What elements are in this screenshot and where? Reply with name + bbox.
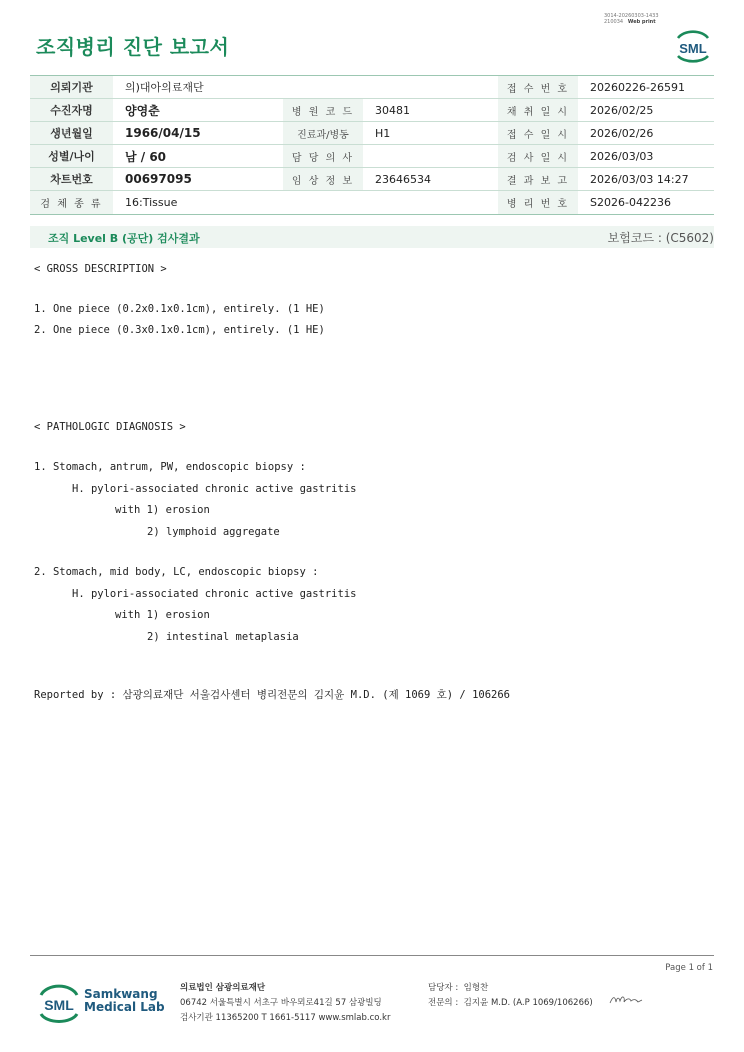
table-row xyxy=(30,145,714,168)
staff-row xyxy=(428,981,593,996)
brand-line2: Medical Lab xyxy=(84,1000,165,1014)
table-row xyxy=(30,122,714,145)
footer-sml-logo-text: SML xyxy=(44,997,74,1013)
diagnosis-finding: H. pylori-associated chronic active gastritis xyxy=(72,588,357,600)
footer-brand xyxy=(84,988,165,1014)
value-result-report: 2026/03/03 14:27 xyxy=(578,168,714,191)
label-department: 진료과/병동 xyxy=(283,122,363,145)
table-row xyxy=(30,191,714,215)
footer-sml-logo xyxy=(36,980,82,1026)
gross-heading: < GROSS DESCRIPTION > xyxy=(34,263,167,275)
sml-logo xyxy=(672,25,714,65)
label-specimen-type: 검 체 종 류 xyxy=(30,191,113,215)
specialist-row xyxy=(428,996,593,1011)
label-patient-name: 수진자명 xyxy=(30,99,113,122)
section-title: 조직 Level B (공단) 검사결과 xyxy=(48,232,200,245)
diagnosis-heading: < PATHOLOGIC DIAGNOSIS > xyxy=(34,421,186,433)
table-row xyxy=(30,76,714,99)
label-birth-date: 생년월일 xyxy=(30,122,113,145)
label-pathology-number: 병 리 번 호 xyxy=(498,191,578,215)
organization-address: 06742 서울특별시 서초구 바우뫼로41길 57 삼광빌딩 xyxy=(180,998,382,1008)
gross-line: 2. One piece (0.3x0.1x0.1cm), entirely. (1 HE) xyxy=(34,324,325,336)
organization-name: 의료법인 삼광의료재단 xyxy=(180,983,266,993)
organization-contact: 검사기관 11365200 T 1661-5117 www.smlab.co.kr xyxy=(180,1013,391,1023)
diagnosis-finding: H. pylori-associated chronic active gastritis xyxy=(72,483,357,495)
value-hospital-code: 30481 xyxy=(363,99,498,122)
value-attending-doctor xyxy=(363,145,498,168)
patient-info-table xyxy=(30,75,714,215)
label-hospital-code: 병 원 코 드 xyxy=(283,99,363,122)
diagnosis-detail: 2) lymphoid aggregate xyxy=(147,526,280,538)
label-collection-date: 채 취 일 시 xyxy=(498,99,578,122)
label-clinical-info: 임 상 정 보 xyxy=(283,168,363,191)
sml-logo-text: SML xyxy=(679,41,707,56)
label-sex-age: 성별/나이 xyxy=(30,145,113,168)
value-department: H1 xyxy=(363,122,498,145)
table-row xyxy=(30,168,714,191)
label-attending-doctor: 담 당 의 사 xyxy=(283,145,363,168)
diagnosis-detail: with 1) erosion xyxy=(115,609,210,621)
report-title: 조직병리 진단 보고서 xyxy=(36,35,230,59)
page-number: Page 1 of 1 xyxy=(665,963,713,973)
value-receipt-number: 20260226-26591 xyxy=(578,76,714,99)
signature xyxy=(608,993,644,1007)
value-clinical-info: 23646534 xyxy=(363,168,498,191)
value-patient-name: 양영춘 xyxy=(113,99,283,122)
footer-divider xyxy=(30,955,714,956)
diagnosis-detail: with 1) erosion xyxy=(115,504,210,516)
label-test-date: 검 사 일 시 xyxy=(498,145,578,168)
web-print-label: Web print xyxy=(627,19,656,25)
value-requester: 의)대아의료재단 xyxy=(113,76,498,99)
diagnosis-site: 2. Stomach, mid body, LC, endoscopic biopsy : xyxy=(34,566,319,578)
diagnosis-detail: 2) intestinal metaplasia xyxy=(147,631,299,643)
label-chart-number: 차트번호 xyxy=(30,168,113,191)
specialist-label: 전문의 : xyxy=(428,998,459,1008)
value-specimen-type: 16:Tissue xyxy=(113,191,498,215)
label-receipt-date: 접 수 일 시 xyxy=(498,122,578,145)
diagnosis-site: 1. Stomach, antrum, PW, endoscopic biopsy : xyxy=(34,461,306,473)
staff-name: 임형찬 xyxy=(463,983,489,993)
value-receipt-date: 2026/02/26 xyxy=(578,122,714,145)
staff-label: 담당자 : xyxy=(428,983,459,993)
value-chart-number: 00697095 xyxy=(113,168,283,191)
brand-line1: Samkwang xyxy=(84,987,158,1001)
value-collection-date: 2026/02/25 xyxy=(578,99,714,122)
label-requester: 의뢰기관 xyxy=(30,76,113,99)
footer-organization xyxy=(180,981,390,1026)
value-birth-date: 1966/04/15 xyxy=(113,122,283,145)
specialist-name: 김지윤 M.D. (A.P 1069/106266) xyxy=(463,998,593,1008)
document-code xyxy=(604,13,659,25)
document-code-line1: 3014-20260303-1433 xyxy=(604,13,659,19)
label-receipt-number: 접 수 번 호 xyxy=(498,76,578,99)
value-test-date: 2026/03/03 xyxy=(578,145,714,168)
document-code-line2: 210034 Web print xyxy=(604,19,656,25)
label-result-report: 결 과 보 고 xyxy=(498,168,578,191)
table-row xyxy=(30,99,714,122)
footer-staff xyxy=(428,981,593,1011)
insurance-code: 보험코드 : (C5602) xyxy=(607,231,714,245)
gross-line: 1. One piece (0.2x0.1x0.1cm), entirely. (1 HE) xyxy=(34,303,325,315)
value-sex-age: 남 / 60 xyxy=(113,145,283,168)
value-pathology-number: S2026-042236 xyxy=(578,191,714,215)
reported-by: Reported by : 삼광의료재단 서울검사센터 병리전문의 김지윤 M.D. (제 1069 호) / 106266 xyxy=(34,689,511,701)
